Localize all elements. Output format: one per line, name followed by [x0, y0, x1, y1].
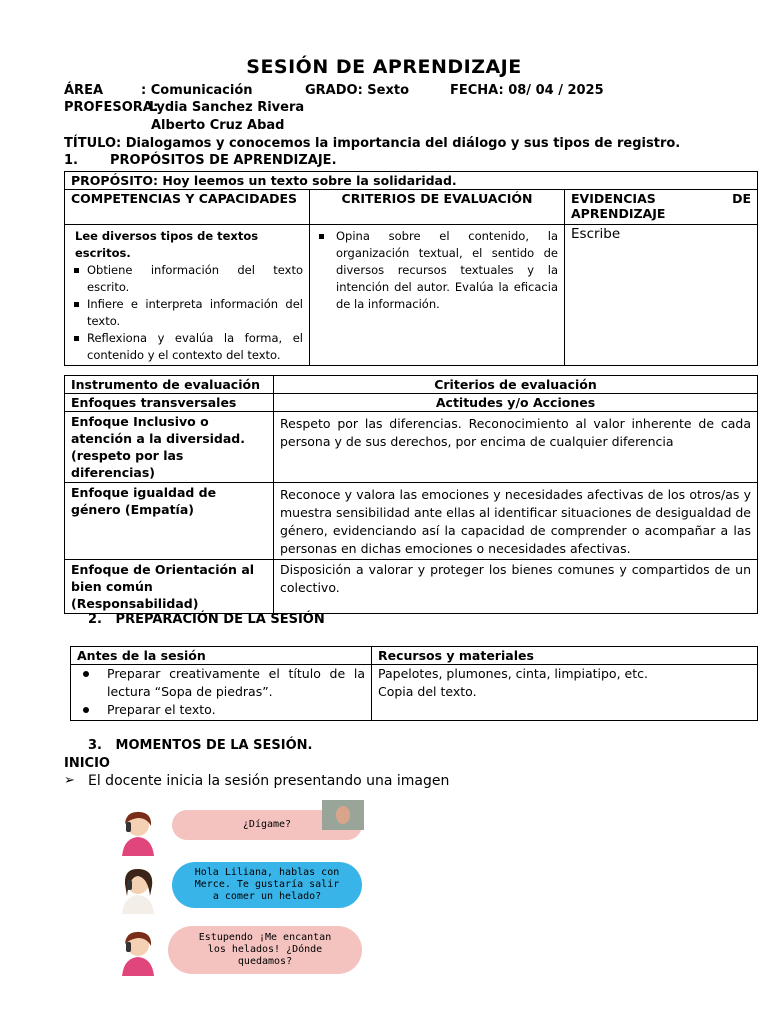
profesora-1: Lydia Sanchez Rivera — [149, 100, 305, 115]
preparacion-table — [70, 646, 758, 721]
de-word: DE — [732, 191, 751, 206]
section2-heading: 2. PREPARACIÓN DE LA SESIÓN — [88, 612, 325, 627]
page-title: SESIÓN DE APRENDIZAJE — [246, 56, 522, 78]
speech-bubble-3 — [168, 926, 362, 974]
fecha: FECHA: 08/ 04 / 2025 — [450, 83, 604, 98]
woman-phone-icon — [114, 808, 166, 856]
col-actitudes: Actitudes y/o Acciones — [274, 394, 758, 412]
inicio-intro: El docente inicia la sesión presentando una imagen — [88, 773, 450, 789]
dialogue-illustration — [108, 800, 366, 976]
capacidad-item: Reflexiona y evalúa la forma, el contenido y el contexto del texto. — [71, 330, 303, 364]
enfoque-text: Respeto por las diferencias. Reconocimiento al valor inherente de cada persona y de sus derechos, por encima de cualquier diferencia — [274, 412, 758, 483]
speech-bubble-2 — [172, 862, 362, 908]
capacidad-item: Obtiene información del texto escrito. — [71, 262, 303, 296]
section3-heading: 3. MOMENTOS DE LA SESIÓN. — [88, 738, 313, 753]
evidencia: Escribe — [565, 225, 758, 366]
evidencias-word: EVIDENCIAS — [571, 191, 656, 206]
propositos-table — [64, 171, 758, 366]
recursos-line: Copia del texto. — [378, 684, 477, 699]
capacidad-item: Infiere e interpreta información del texto. — [71, 296, 303, 330]
photo-thumbnail-icon — [322, 800, 364, 830]
col-criterios-evaluacion: Criterios de evaluación — [274, 376, 758, 394]
antes-item: Preparar el texto. — [77, 701, 365, 719]
section1-number: 1. — [64, 153, 78, 168]
col-recursos: Recursos y materiales — [372, 647, 758, 665]
enfoque-name: Enfoque Inclusivo o atención a la diversidad. (respeto por las diferencias) — [65, 412, 274, 483]
col-instrumento: Instrumento de evaluación — [65, 376, 274, 394]
bubble-3-text: Estupendo ¡Me encantan los helados! ¿Dónde quedamos? — [198, 932, 332, 967]
woman-phone-icon — [114, 928, 166, 976]
profesora-2: Alberto Cruz Abad — [151, 118, 285, 133]
enfoque-text: Reconoce y valora las emociones y necesidades afectivas de los otros/as y muestra sensibilidad ante ellas al identificar situaciones de desigualdad de género, evidenciando así la capacidad de comprender o acompañar a las personas en dichas emociones o necesidades afectivas. — [274, 483, 758, 560]
recursos-cell — [372, 665, 758, 721]
inicio-label: INICIO — [64, 756, 110, 771]
competencias-cell — [65, 225, 310, 366]
col-antes: Antes de la sesión — [71, 647, 372, 665]
criterio-item: Opina sobre el contenido, la organización textual, el sentido de diversos recursos textuales y la intención del autor. Evalúa la eficacia de la información. — [316, 228, 558, 313]
col-criterios: CRITERIOS DE EVALUACIÓN — [310, 190, 565, 225]
enfoque-text: Disposición a valorar y proteger los bienes comunes y compartidos de un colectivo. — [274, 560, 758, 614]
recursos-line: Papelotes, plumones, cinta, limpiatipo, etc. — [378, 666, 648, 681]
bubble-2-text: Hola Liliana, hablas con Merce. Te gustaría salir a comer un helado? — [194, 867, 340, 902]
col-evidencias — [565, 190, 758, 225]
area-label: ÁREA — [64, 83, 104, 98]
bubble-1-text: ¿Dígame? — [242, 819, 292, 830]
col-enfoques: Enfoques transversales — [65, 394, 274, 412]
area-value: : Comunicación — [141, 83, 253, 98]
woman-phone-icon — [114, 866, 166, 914]
section1-heading: PROPÓSITOS DE APRENDIZAJE. — [110, 153, 337, 168]
profesora-label: PROFESORA: — [64, 100, 159, 115]
enfoque-name: Enfoque de Orientación al bien común (Responsabilidad) — [65, 560, 274, 614]
grado: GRADO: Sexto — [305, 83, 410, 98]
antes-item: Preparar creativamente el título de la lectura “Sopa de piedras”. — [77, 665, 365, 701]
aprendizaje-word: APRENDIZAJE — [571, 206, 666, 221]
col-competencias: COMPETENCIAS Y CAPACIDADES — [65, 190, 310, 225]
enfoques-table — [64, 375, 758, 614]
session-title: TÍTULO: Dialogamos y conocemos la importancia del diálogo y sus tipos de registro. — [64, 136, 681, 151]
enfoque-name: Enfoque igualdad de género (Empatía) — [65, 483, 274, 560]
antes-cell — [71, 665, 372, 721]
criterios-cell — [310, 225, 565, 366]
arrow-bullet-icon: ➢ — [64, 773, 75, 788]
competencia: Lee diversos tipos de textos escritos. — [75, 229, 259, 260]
proposito: PROPÓSITO: Hoy leemos un texto sobre la solidaridad. — [65, 172, 758, 190]
